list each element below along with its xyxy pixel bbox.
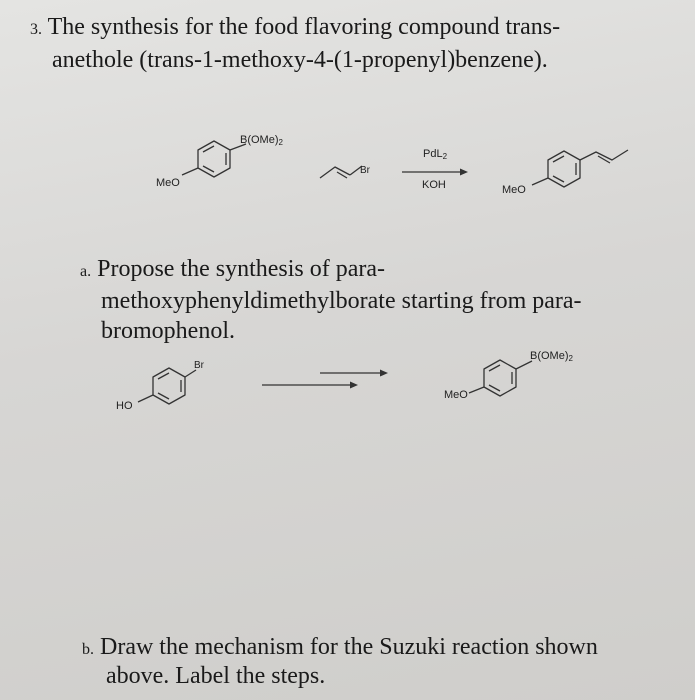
product-methoxy-label: MeO <box>502 184 526 196</box>
part-a-text-line-2: methoxyphenyldimethylborate starting from para- <box>101 288 582 314</box>
boronate-product-boronate-label <box>530 350 573 363</box>
part-a-text-line-3: bromophenol. <box>101 318 235 344</box>
boronate-product-boronate-subscript: 2 <box>568 354 573 363</box>
part-a-text-line-1: Propose the synthesis of para- <box>97 256 386 282</box>
reactant1-methoxy-label: MeO <box>156 177 180 189</box>
bromophenol-bromide-bond <box>185 370 196 377</box>
bromophenol-bromide-label: Br <box>194 360 204 371</box>
question-text-line-2: anethole (trans-1-methoxy-4-(1-propenyl)benzene). <box>52 47 548 73</box>
question-text-line-1: The synthesis for the food flavoring compound trans- <box>47 14 561 40</box>
reactant1-methoxy-bond <box>182 168 198 175</box>
reactant1-benzene-ring <box>198 141 230 177</box>
product-double-bond <box>598 156 610 163</box>
product-methoxy-bond <box>532 178 548 185</box>
bromophenol-hydroxy-label: HO <box>116 400 133 412</box>
boronate-product-boronate-main: B(OMe) <box>530 350 569 362</box>
boronate-product-methoxy-bond <box>469 387 484 393</box>
reactant2-bromide-label: Br <box>360 165 370 176</box>
reactant1-boronate-main: B(OMe) <box>240 134 279 146</box>
catalyst-subscript: 2 <box>442 152 448 161</box>
reaction2-arrowhead-upper <box>380 370 388 377</box>
part-a-label: a. <box>80 263 92 280</box>
reaction1-arrowhead <box>460 169 468 176</box>
product-benzene-ring <box>548 151 580 187</box>
base-label: KOH <box>422 179 446 191</box>
boronate-product-methoxy-label: MeO <box>444 389 468 401</box>
reactant1-boronate-subscript: 2 <box>278 138 283 147</box>
part-b-text-line-1: Draw the mechanism for the Suzuki reaction shown <box>100 634 598 660</box>
catalyst-label <box>423 148 447 161</box>
product-propenyl-chain <box>580 150 628 160</box>
boronate-product-benzene-ring <box>484 360 516 396</box>
question-number: 3. <box>30 21 42 38</box>
part-b-text-line-2: above. Label the steps. <box>106 663 326 689</box>
reactant1-boronate-label <box>240 134 283 147</box>
catalyst-main: PdL <box>423 148 443 160</box>
part-b-label: b. <box>82 641 94 658</box>
part-a-line-1 <box>80 254 680 287</box>
reaction2-arrowhead-lower <box>350 382 358 389</box>
bromophenol-hydroxy-bond <box>138 395 153 402</box>
bromophenol-benzene-ring <box>153 368 185 404</box>
